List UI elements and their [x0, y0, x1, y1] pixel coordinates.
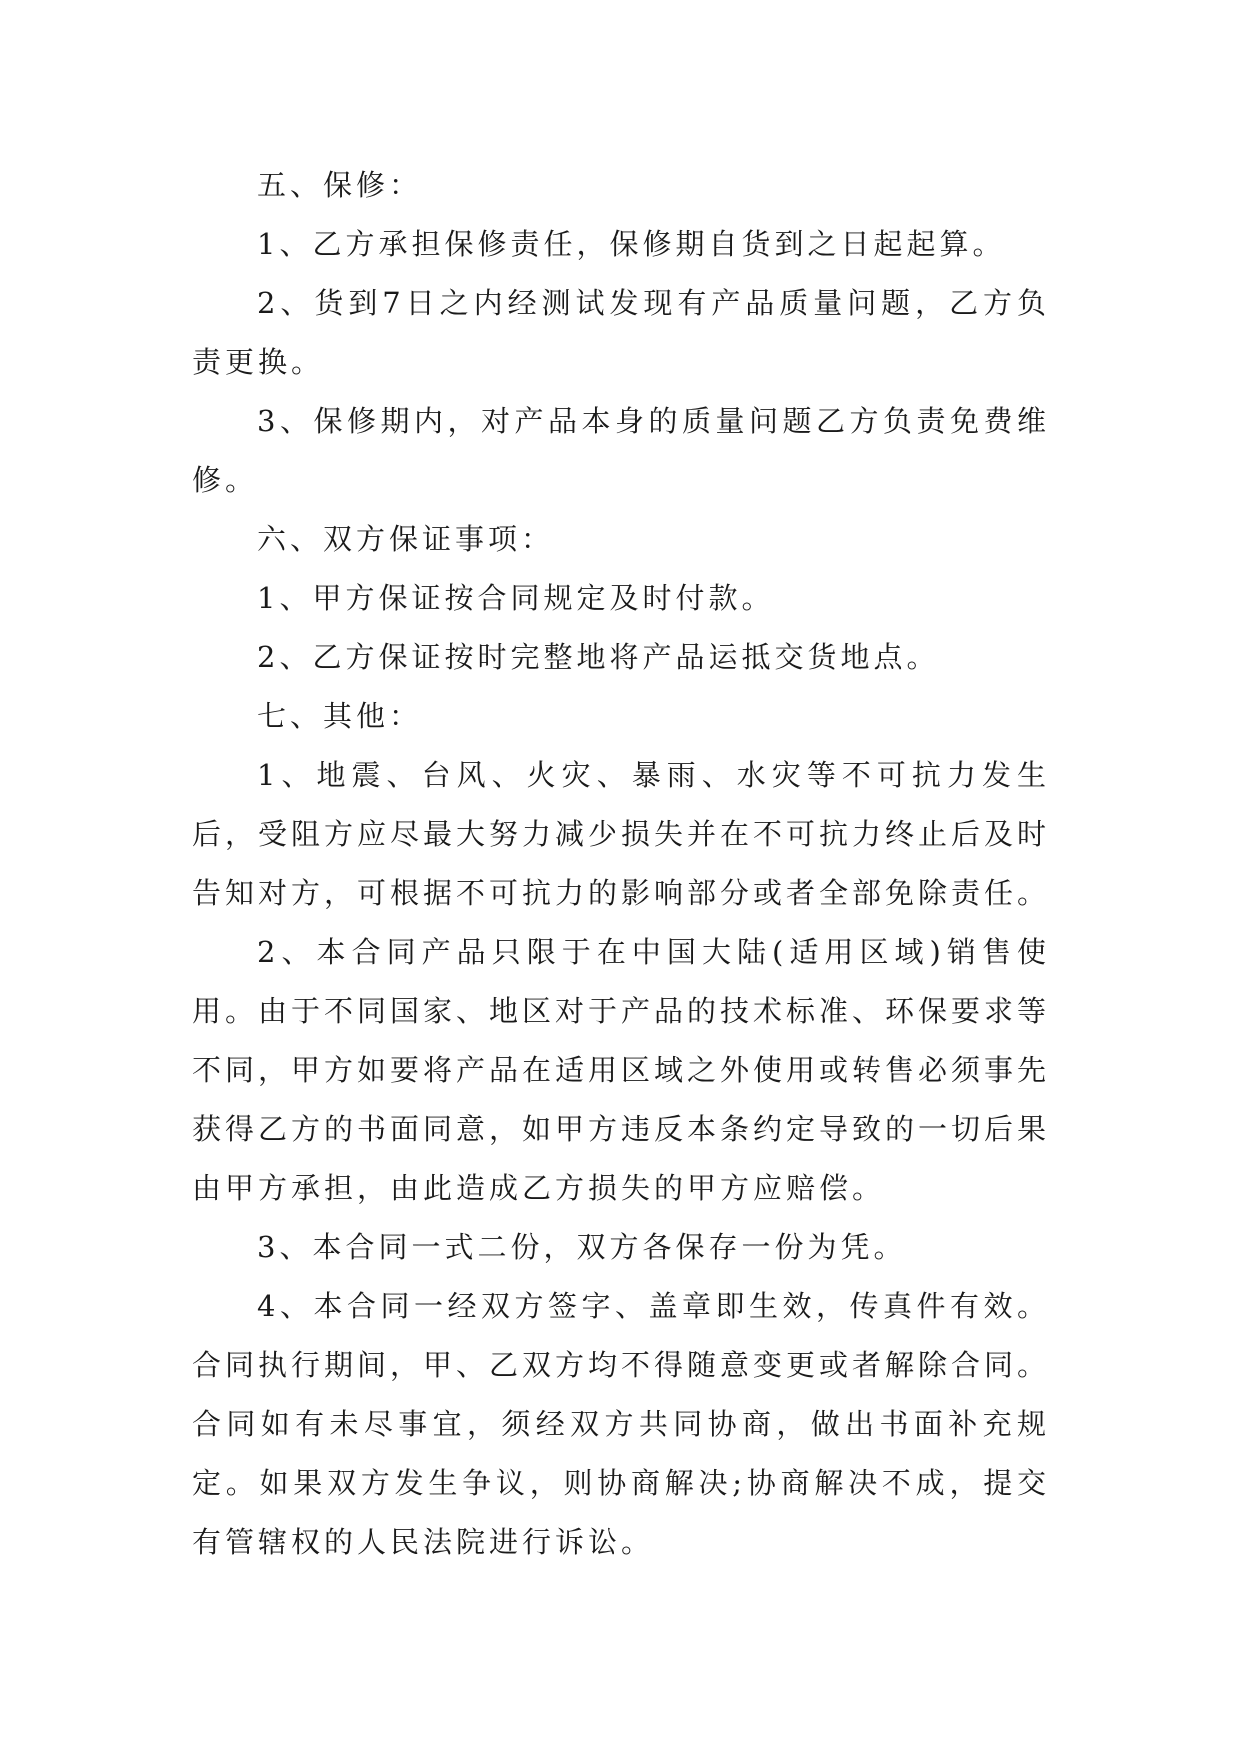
clause-paragraph: 2、本合同产品只限于在中国大陆(适用区域)销售使用。由于不同国家、地区对于产品的技术标准、环保要求等不同，甲方如要将产品在适用区域之外使用或转售必须事先获得乙方的书面同意，如甲方违反本条约定导致的一切后果由甲方承担，由此造成乙方损失的甲方应赔偿。 — [192, 935, 1051, 1205]
clause-paragraph: 3、本合同一式二份，双方各保存一份为凭。 — [257, 1230, 907, 1264]
clause-paragraph: 2、货到7日之内经测试发现有产品质量问题，乙方负责更换。 — [192, 286, 1050, 379]
document-body — [192, 156, 1050, 1572]
clause-paragraph: 1、乙方承担保修责任，保修期自货到之日起起算。 — [257, 227, 1006, 261]
clause-paragraph: 3、保修期内，对产品本身的质量问题乙方负责免费维修。 — [192, 404, 1050, 497]
section-heading-other: 七、其他： — [257, 699, 423, 733]
clause-paragraph: 4、本合同一经双方签字、盖章即生效，传真件有效。合同执行期间，甲、乙双方均不得随意变更或者解除合同。合同如有未尽事宜，须经双方共同协商，做出书面补充规定。如果双方发生争议，则协商解决;协商解决不成，提交有管辖权的人民法院进行诉讼。 — [192, 1289, 1051, 1559]
section-heading-guarantees: 六、双方保证事项： — [257, 522, 555, 556]
section-heading-warranty: 五、保修： — [257, 168, 423, 202]
clause-paragraph: 1、地震、台风、火灾、暴雨、水灾等不可抗力发生后，受阻方应尽最大努力减少损失并在不可抗力终止后及时告知对方，可根据不可抗力的影响部分或者全部免除责任。 — [192, 758, 1051, 910]
clause-paragraph: 2、乙方保证按时完整地将产品运抵交货地点。 — [257, 640, 940, 674]
clause-paragraph: 1、甲方保证按合同规定及时付款。 — [257, 581, 775, 615]
